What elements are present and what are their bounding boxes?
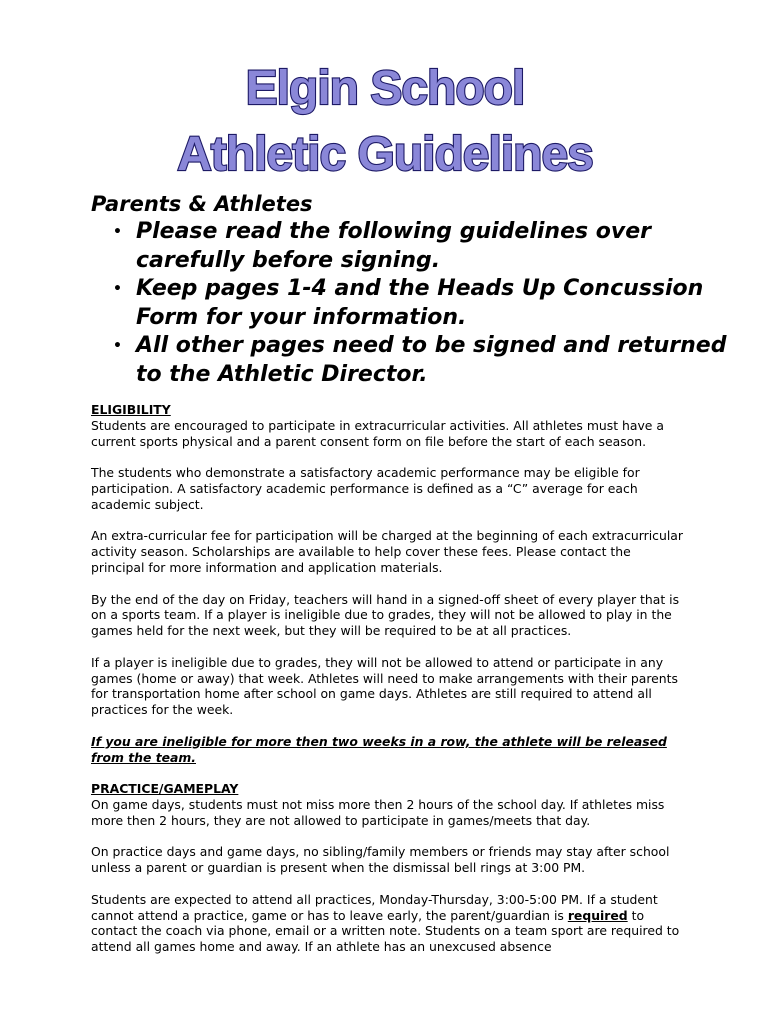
title-line-1: Elgin School xyxy=(245,62,525,115)
intro-heading: Parents & Athletes xyxy=(91,192,313,216)
bullet-icon: • xyxy=(113,224,122,240)
title-line-2: Athletic Guidelines xyxy=(177,128,593,181)
eligibility-warning: If you are ineligible for more then two weeks in a row, the athlete will be released from the team. xyxy=(91,733,667,765)
practice-text: Students are expected to attend all practices, Monday-Thursday, 3:00-5:00 PM. If a student cannot attend a practice, game or has to leave early, the parent/guardian is xyxy=(91,891,658,923)
intro-bullet-text: Please read the following guidelines over carefully before signing. xyxy=(136,219,651,273)
eligibility-paragraph: If a player is ineligible due to grades, they will not be allowed to attend or participate in any games (home or away) that week. Athletes will need to make arrangements with their parents for transportation home after school on game days. Athletes are still required to attend all practices for the week. xyxy=(91,654,678,718)
intro-bullet xyxy=(91,218,731,275)
title-wordart xyxy=(165,58,605,182)
bullet-icon: • xyxy=(113,281,122,297)
intro-section xyxy=(91,190,731,389)
guidelines-body xyxy=(91,402,687,971)
practice-paragraph: On game days, students must not miss more then 2 hours of the school day. If athletes miss more then 2 hours, they are not allowed to participate in games/meets that day. xyxy=(91,796,665,828)
intro-bullet xyxy=(91,332,731,389)
intro-bullet-text: Keep pages 1-4 and the Heads Up Concussion Form for your information. xyxy=(136,276,704,330)
intro-bullet xyxy=(91,275,731,332)
eligibility-paragraph: Students are encouraged to participate in extracurricular activities. All athletes must have a current sports physical and a parent consent form on file before the start of each season. xyxy=(91,417,664,449)
practice-paragraph xyxy=(91,892,687,955)
eligibility-paragraph: The students who demonstrate a satisfactory academic performance may be eligible for participation. A satisfactory academic performance is defined as a “C” average for each academic subject. xyxy=(91,465,640,512)
bullet-icon: • xyxy=(113,338,122,354)
eligibility-heading: ELIGIBILITY xyxy=(91,402,171,417)
eligibility-paragraph: An extra-curricular fee for participation will be charged at the beginning of each extracurricular activity season. Scholarships are available to help cover these fees. Please contact the principal for more information and application materials. xyxy=(91,528,683,575)
practice-heading: PRACTICE/GAMEPLAY xyxy=(91,781,239,797)
document-title xyxy=(0,58,770,182)
practice-paragraph: On practice days and game days, no sibling/family members or friends may stay after school unless a parent or guardian is present when the dismissal bell rings at 3:00 PM. xyxy=(91,844,670,876)
required-emphasis: required xyxy=(567,907,628,923)
eligibility-paragraph: By the end of the day on Friday, teachers will hand in a signed-off sheet of every player that is on a sports team. If a player is ineligible due to grades, they will not be allowed to play in the games held for the next week, but they will be required to be at all practices. xyxy=(91,591,680,639)
intro-bullet-text: All other pages need to be signed and returned to the Athletic Director. xyxy=(136,333,727,387)
practice-text: to contact the coach via phone, email or a written note. Students on a team sport are required to attend all games home and away. If an athlete has an unexcused absence xyxy=(91,907,680,955)
intro-bullet-list xyxy=(91,218,731,389)
